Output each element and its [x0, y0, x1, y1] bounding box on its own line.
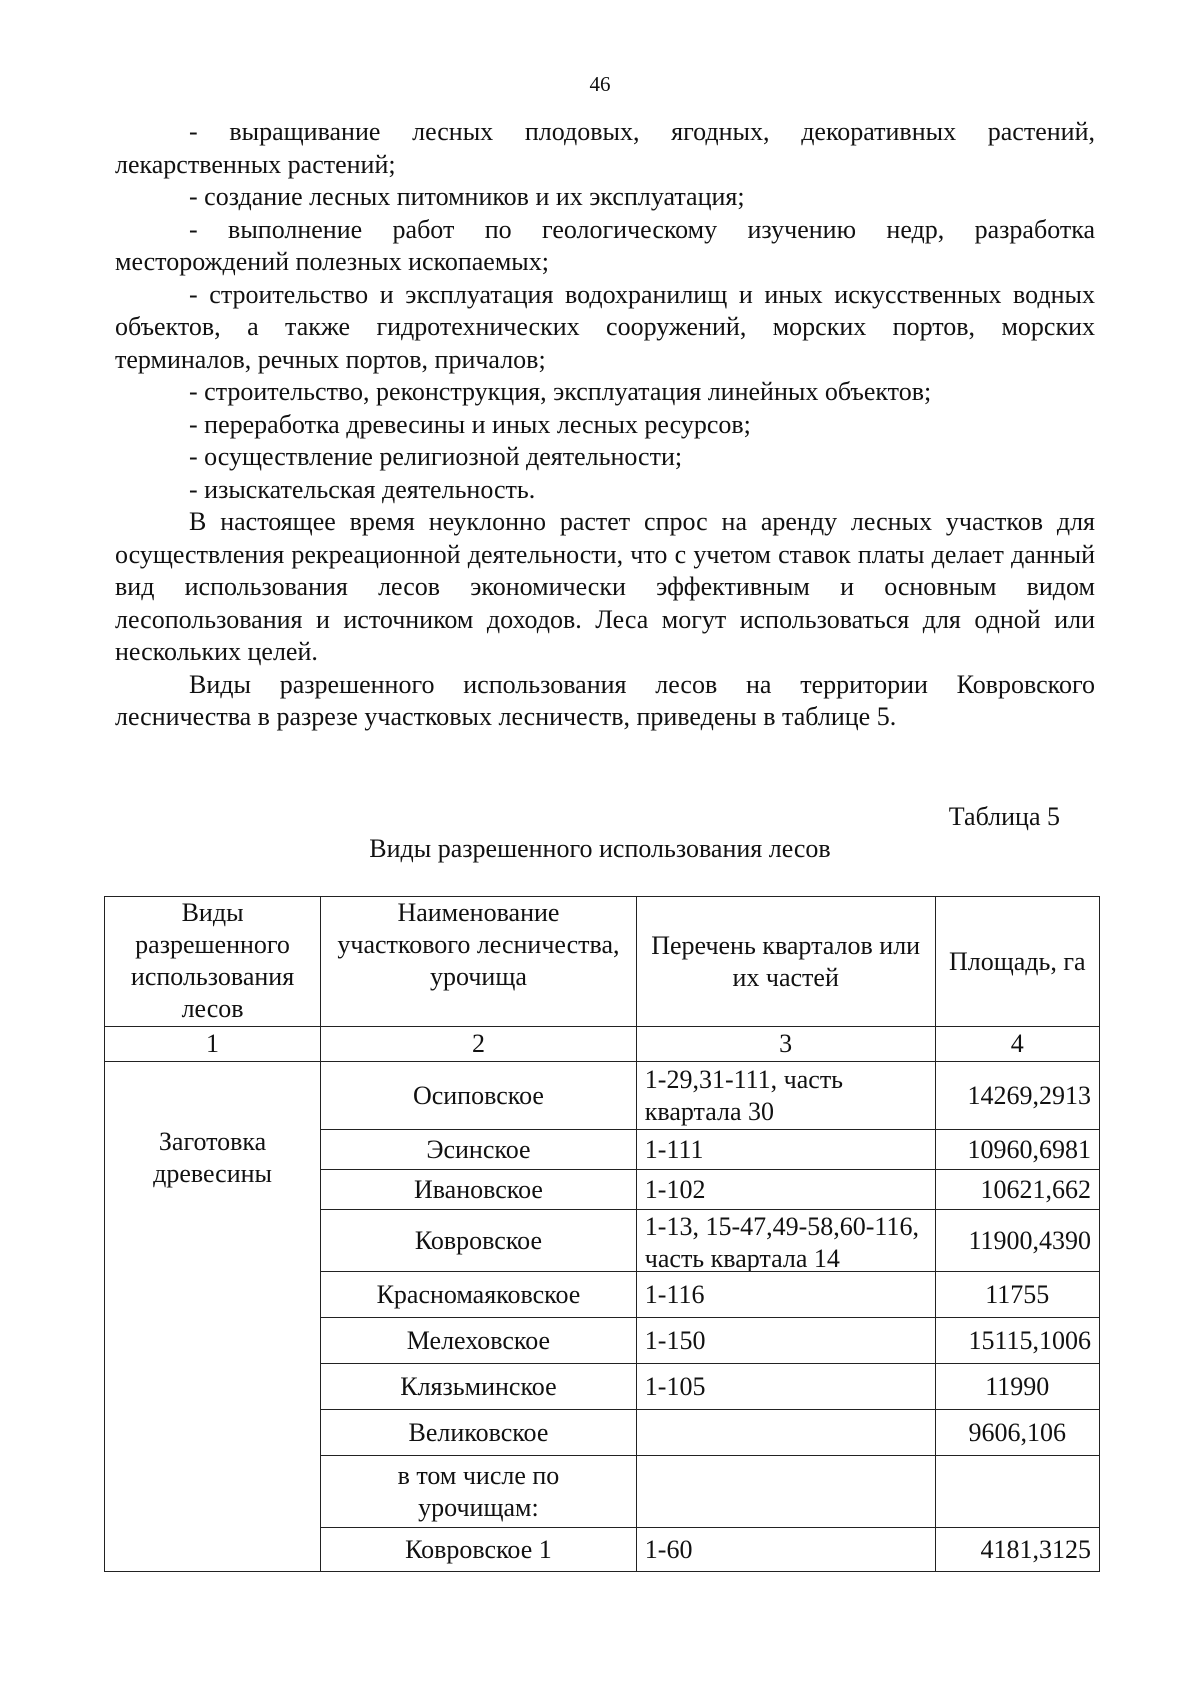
paragraph: - строительство, реконструкция, эксплуатация линейных объектов; — [189, 377, 932, 406]
body-text — [115, 116, 1095, 734]
paragraph: - строительство и эксплуатация водохранилищ и иных искусственных водных объектов, а также гидротехнических сооружений, морских портов, морских терминалов, речных портов, причалов; — [115, 279, 1095, 374]
usage-category: Заготовка древесины — [153, 1127, 273, 1188]
area-cell: 11990 — [935, 1364, 1099, 1410]
area-cell: 10960,6981 — [935, 1130, 1099, 1170]
area-cell: 10621,662 — [935, 1170, 1099, 1210]
quarters-cell — [636, 1210, 935, 1272]
column-header-forestry-name: Наименование участкового лесничества, урочища — [321, 897, 637, 1027]
column-number: 3 — [636, 1027, 935, 1062]
area-cell — [935, 1456, 1099, 1528]
forestry-name-cell: Красномаяковское — [321, 1272, 637, 1318]
column-number: 4 — [935, 1027, 1099, 1062]
area-cell: 14269,2913 — [935, 1062, 1099, 1130]
area-cell: 4181,3125 — [935, 1528, 1099, 1572]
forestry-name-cell: Эсинское — [321, 1130, 637, 1170]
forestry-name-cell: Ковровское — [321, 1210, 637, 1272]
page-number: 46 — [589, 72, 611, 96]
area-cell: 11900,4390 — [935, 1210, 1099, 1272]
forestry-name-cell: в том числе по урочищам: — [321, 1456, 637, 1528]
forest-usage-table — [104, 896, 1100, 1572]
table-row — [105, 1062, 1100, 1130]
quarters-cell: 1-150 — [636, 1318, 935, 1364]
column-header-quarters: Перечень кварталов или их частей — [636, 897, 935, 1027]
table-label: Таблица 5 — [948, 802, 1060, 831]
paragraph: - выполнение работ по геологическому изучению недр, разработка месторождений полезных ископаемых; — [115, 214, 1095, 276]
paragraph: - переработка древесины и иных лесных ресурсов; — [189, 409, 751, 439]
forestry-name-cell: Ковровское 1 — [321, 1528, 637, 1572]
quarters-cell: 1-102 — [636, 1170, 935, 1210]
forestry-name-cell: Осиповское — [321, 1062, 637, 1130]
forestry-name-cell: Мелеховское — [321, 1318, 637, 1364]
column-number: 2 — [321, 1027, 637, 1062]
quarters-cell: 1-111 — [636, 1130, 935, 1170]
paragraph: - осуществление религиозной деятельности; — [189, 442, 683, 471]
paragraph: - изыскательская деятельность. — [189, 474, 536, 504]
paragraph: - выращивание лесных плодовых, ягодных, декоративных растений, лекарственных растений; — [115, 117, 1095, 179]
quarters-text: 1-13, 15-47,49-58,60-116, часть квартала 14 — [644, 1211, 919, 1271]
paragraph: - создание лесных питомников и их эксплуатация; — [189, 182, 745, 211]
column-number: 1 — [105, 1027, 321, 1062]
paragraph: В настоящее время неуклонно растет спрос на аренду лесных участков для осуществления рекреационной деятельности, что с учетом ставок платы делает данный вид использования лесов экономически эффективным и основным видом лесопользования и источником доходов. Леса могут использоваться для одной или нескольких целей. — [115, 507, 1095, 666]
quarters-cell: 1-116 — [636, 1272, 935, 1318]
usage-category-cell — [105, 1062, 321, 1572]
column-header-usage-type: Виды разрешенного использования лесов — [105, 897, 321, 1027]
quarters-cell: 1-29,31-111, часть квартала 30 — [636, 1062, 935, 1130]
quarters-cell — [636, 1456, 935, 1528]
quarters-cell: 1-60 — [636, 1528, 935, 1572]
area-cell: 9606,106 — [935, 1410, 1099, 1456]
table-title: Виды разрешенного использования лесов — [369, 834, 831, 863]
paragraph: Виды разрешенного использования лесов на территории Ковровского лесничества в разрезе участковых лесничеств, приведены в таблице 5. — [115, 669, 1095, 731]
area-cell: 15115,1006 — [935, 1318, 1099, 1364]
quarters-cell: 1-105 — [636, 1364, 935, 1410]
column-number-row — [105, 1027, 1100, 1062]
table-header-row — [105, 897, 1100, 1027]
forestry-name-cell: Великовское — [321, 1410, 637, 1456]
forestry-name-cell: Клязьминское — [321, 1364, 637, 1410]
column-header-area: Площадь, га — [935, 897, 1099, 1027]
quarters-cell — [636, 1410, 935, 1456]
forestry-name-cell: Ивановское — [321, 1170, 637, 1210]
area-cell: 11755 — [935, 1272, 1099, 1318]
